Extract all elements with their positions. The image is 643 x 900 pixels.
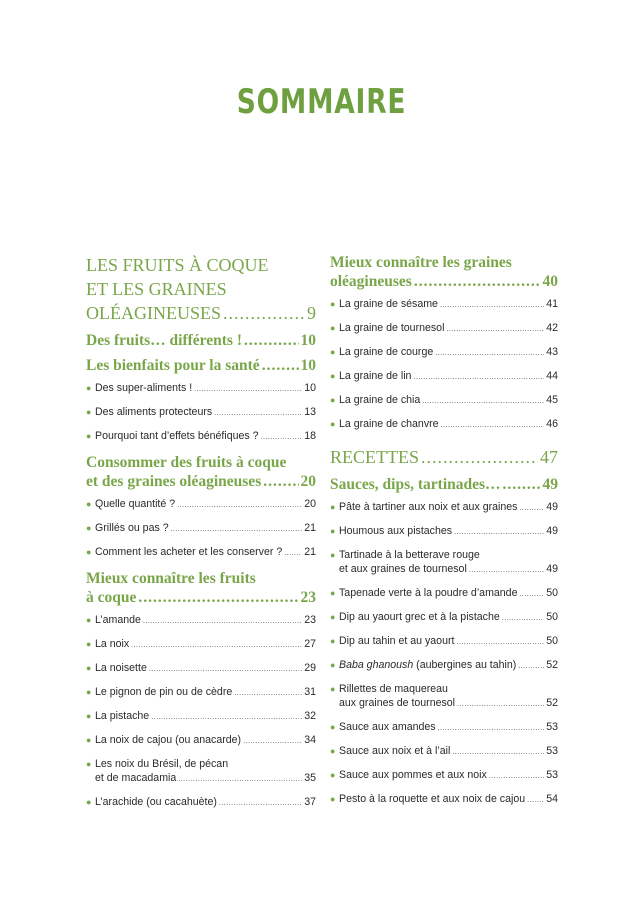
toc-item[interactable] bbox=[330, 524, 558, 540]
toc-item-label: La noix bbox=[95, 638, 130, 650]
toc-item-label: Pesto à la roquette et aux noix de cajou bbox=[339, 793, 526, 805]
leader-dots bbox=[194, 381, 302, 397]
toc-item-label: Sauce aux amandes bbox=[339, 721, 436, 733]
bullet-icon: ● bbox=[86, 797, 92, 807]
toc-item-label: Des super-aliments ! bbox=[95, 382, 193, 394]
leader-dots bbox=[177, 497, 302, 513]
bullet-icon: ● bbox=[330, 722, 336, 732]
bullet-icon: ● bbox=[330, 299, 336, 309]
toc-item[interactable] bbox=[330, 586, 558, 602]
leader-dots bbox=[421, 445, 538, 469]
toc-item[interactable] bbox=[330, 417, 558, 433]
page-number: 42 bbox=[546, 322, 558, 334]
page-number: 13 bbox=[304, 406, 316, 418]
bullet-icon: ● bbox=[330, 371, 336, 381]
bullet-icon: ● bbox=[330, 323, 336, 333]
toc-item-label: La graine de sésame bbox=[339, 298, 438, 310]
bullet-icon: ● bbox=[86, 735, 92, 745]
toc-item-label: et aux graines de tournesol bbox=[339, 563, 467, 575]
toc-section-health[interactable] bbox=[86, 356, 316, 375]
toc-part-fruits[interactable] bbox=[86, 253, 316, 325]
toc-item-label: La graine de lin bbox=[339, 370, 412, 382]
toc-item-label: La pistache bbox=[95, 710, 150, 722]
toc-item[interactable] bbox=[330, 768, 558, 784]
leader-dots bbox=[456, 634, 544, 650]
toc-item[interactable] bbox=[86, 661, 316, 677]
toc-item[interactable] bbox=[330, 658, 558, 674]
toc-part-recipes[interactable] bbox=[330, 445, 558, 469]
toc-item[interactable] bbox=[86, 381, 316, 397]
page-number: 23 bbox=[304, 614, 316, 626]
leader-dots bbox=[234, 685, 302, 701]
toc-item-label: La noix de cajou (ou anacarde) bbox=[95, 734, 242, 746]
toc-section-label: Des fruits… différents ! bbox=[86, 332, 242, 349]
leader-dots bbox=[214, 405, 302, 421]
toc-item[interactable] bbox=[330, 548, 558, 578]
leader-dots bbox=[519, 586, 544, 602]
leader-dots bbox=[441, 417, 545, 433]
toc-item[interactable] bbox=[330, 297, 558, 313]
leader-dots bbox=[149, 661, 302, 677]
leader-dots bbox=[469, 562, 544, 578]
toc-item[interactable] bbox=[86, 637, 316, 653]
toc-item-label: La noisette bbox=[95, 662, 147, 674]
bullet-icon: ● bbox=[330, 395, 336, 405]
bullet-icon: ● bbox=[330, 636, 336, 646]
page-number: 49 bbox=[546, 563, 558, 575]
leader-dots bbox=[284, 545, 302, 561]
toc-item-label: Tartinade à la betterave rouge bbox=[339, 549, 480, 561]
page-number: 21 bbox=[304, 546, 316, 558]
leader-dots bbox=[263, 472, 298, 491]
page-number: 10 bbox=[304, 382, 316, 394]
page-number: 53 bbox=[546, 745, 558, 757]
bullet-icon: ● bbox=[86, 431, 92, 441]
toc-item[interactable] bbox=[86, 545, 316, 561]
leader-dots bbox=[452, 744, 544, 760]
page-number: 52 bbox=[546, 697, 558, 709]
bullet-icon: ● bbox=[86, 711, 92, 721]
toc-item[interactable] bbox=[86, 405, 316, 421]
page-number: 32 bbox=[304, 710, 316, 722]
toc-section-know-seeds[interactable] bbox=[330, 253, 558, 291]
page-number: 44 bbox=[546, 370, 558, 382]
page-number: 10 bbox=[300, 357, 316, 374]
toc-item-label: L’amande bbox=[95, 614, 141, 626]
toc-section-sauces[interactable] bbox=[330, 475, 558, 494]
bullet-icon: ● bbox=[330, 660, 336, 670]
page-number: 45 bbox=[546, 394, 558, 406]
page-number: 52 bbox=[546, 659, 558, 671]
toc-item[interactable] bbox=[86, 709, 316, 725]
leader-dots bbox=[422, 393, 544, 409]
page-title: SOMMAIRE bbox=[236, 82, 407, 122]
leader-dots bbox=[489, 768, 544, 784]
toc-item-label: La graine de chia bbox=[339, 394, 421, 406]
bullet-icon: ● bbox=[330, 526, 336, 536]
toc-item-label: aux graines de tournesol bbox=[339, 697, 456, 709]
bullet-icon: ● bbox=[330, 770, 336, 780]
toc-section-consume[interactable] bbox=[86, 453, 316, 491]
toc-item-label: et de macadamia bbox=[95, 772, 177, 784]
bullet-icon: ● bbox=[330, 347, 336, 357]
leader-dots bbox=[261, 429, 303, 445]
leader-dots bbox=[440, 297, 544, 313]
leader-dots bbox=[414, 272, 541, 291]
toc-item-label: L’arachide (ou cacahuète) bbox=[95, 796, 217, 808]
page-number: 37 bbox=[304, 796, 316, 808]
bullet-icon: ● bbox=[330, 746, 336, 756]
bullet-icon: ● bbox=[330, 419, 336, 429]
toc-item-label: Pâte à tartiner aux noix et aux graines bbox=[339, 501, 518, 513]
toc-item[interactable] bbox=[330, 500, 558, 516]
leader-dots bbox=[454, 524, 544, 540]
toc-section-know-fruits[interactable] bbox=[86, 569, 316, 607]
leader-dots bbox=[131, 637, 302, 653]
page-number: 10 bbox=[300, 332, 316, 349]
page-number: 41 bbox=[546, 298, 558, 310]
toc-item[interactable] bbox=[330, 345, 558, 361]
bullet-icon: ● bbox=[86, 383, 92, 393]
toc-left-column bbox=[86, 253, 316, 819]
toc-item-label: Le pignon de pin ou de cèdre bbox=[95, 686, 233, 698]
toc-item[interactable] bbox=[330, 682, 558, 712]
leader-dots bbox=[413, 369, 544, 385]
bullet-icon: ● bbox=[86, 523, 92, 533]
page-number: 43 bbox=[546, 346, 558, 358]
toc-section-line: Consommer des fruits à coque bbox=[86, 454, 287, 471]
toc-right-column bbox=[330, 253, 558, 816]
toc-item[interactable] bbox=[86, 497, 316, 513]
bullet-icon: ● bbox=[330, 502, 336, 512]
page-number: 9 bbox=[307, 303, 316, 323]
page-number: 49 bbox=[546, 501, 558, 513]
bullet-icon: ● bbox=[330, 588, 336, 598]
leader-dots bbox=[244, 331, 299, 350]
leader-dots bbox=[502, 610, 544, 626]
leader-dots bbox=[457, 696, 544, 712]
toc-item[interactable] bbox=[330, 321, 558, 337]
toc-item[interactable] bbox=[86, 429, 316, 445]
toc-section-line: à coque bbox=[86, 589, 137, 606]
toc-item-label: Comment les acheter et les conserver ? bbox=[95, 546, 283, 558]
page-number: 53 bbox=[546, 769, 558, 781]
toc-item[interactable] bbox=[86, 795, 316, 811]
bullet-icon: ● bbox=[86, 547, 92, 557]
toc-item-label: Des aliments protecteurs bbox=[95, 406, 213, 418]
toc-section-line: oléagineuses bbox=[330, 273, 412, 290]
toc-item-label-italic: Baba ghanoush bbox=[339, 659, 414, 671]
leader-dots bbox=[223, 301, 305, 325]
toc-section-label: Les bienfaits pour la santé bbox=[86, 357, 260, 374]
toc-section-line: et des graines oléagineuses bbox=[86, 473, 262, 490]
toc-item-label: Quelle quantité ? bbox=[95, 498, 176, 510]
bullet-icon: ● bbox=[330, 550, 336, 560]
page-number: 50 bbox=[546, 587, 558, 599]
toc-section-line: Mieux connaître les fruits bbox=[86, 570, 256, 587]
bullet-icon: ● bbox=[86, 663, 92, 673]
page-number: 50 bbox=[546, 635, 558, 647]
toc-item[interactable] bbox=[86, 685, 316, 701]
leader-dots bbox=[138, 588, 298, 607]
page-number: 47 bbox=[540, 447, 558, 467]
page-number: 35 bbox=[304, 772, 316, 784]
bullet-icon: ● bbox=[330, 612, 336, 622]
page-number: 50 bbox=[546, 611, 558, 623]
page-number: 18 bbox=[304, 430, 316, 442]
toc-section-line: Mieux connaître les graines bbox=[330, 254, 512, 271]
page-number: 27 bbox=[304, 638, 316, 650]
page-number: 46 bbox=[546, 418, 558, 430]
leader-dots bbox=[219, 795, 302, 811]
toc-part-line: RECETTES bbox=[330, 447, 419, 467]
toc-item[interactable] bbox=[330, 744, 558, 760]
toc-part-line: LES FRUITS À COQUE bbox=[86, 255, 269, 275]
toc-section-different[interactable] bbox=[86, 331, 316, 350]
page-number: 53 bbox=[546, 721, 558, 733]
toc-item-label: Sauce aux noix et à l’ail bbox=[339, 745, 451, 757]
bullet-icon: ● bbox=[86, 759, 92, 769]
leader-dots bbox=[178, 771, 302, 787]
page-number: 54 bbox=[546, 793, 558, 805]
toc-item-label: La graine de chanvre bbox=[339, 418, 439, 430]
toc-item[interactable] bbox=[330, 792, 558, 808]
page-number: 34 bbox=[304, 734, 316, 746]
toc-item[interactable] bbox=[330, 634, 558, 650]
toc-item[interactable] bbox=[330, 393, 558, 409]
toc-item-label: Grillés ou pas ? bbox=[95, 522, 169, 534]
page-number: 31 bbox=[304, 686, 316, 698]
toc-item[interactable] bbox=[330, 610, 558, 626]
bullet-icon: ● bbox=[330, 684, 336, 694]
bullet-icon: ● bbox=[86, 407, 92, 417]
toc-item[interactable] bbox=[330, 369, 558, 385]
toc-item-label: Sauce aux pommes et aux noix bbox=[339, 769, 487, 781]
toc-item[interactable] bbox=[86, 521, 316, 537]
bullet-icon: ● bbox=[86, 499, 92, 509]
toc-section-label: Sauces, dips, tartinades… bbox=[330, 476, 501, 493]
leader-dots bbox=[438, 720, 545, 736]
toc-item-label: Tapenade verte à la poudre d’amande bbox=[339, 587, 518, 599]
bullet-icon: ● bbox=[86, 615, 92, 625]
page-number: 21 bbox=[304, 522, 316, 534]
toc-item-label: Dip au tahin et au yaourt bbox=[339, 635, 455, 647]
leader-dots bbox=[527, 792, 544, 808]
toc-item-label: Rillettes de maquereau bbox=[339, 683, 448, 695]
page-number: 49 bbox=[546, 525, 558, 537]
leader-dots bbox=[143, 613, 302, 629]
leader-dots bbox=[171, 521, 303, 537]
page-number: 23 bbox=[300, 589, 316, 606]
page-number: 40 bbox=[542, 273, 558, 290]
leader-dots bbox=[151, 709, 302, 725]
toc-item-label: Les noix du Brésil, de pécan bbox=[95, 758, 229, 770]
page-number: 49 bbox=[542, 476, 558, 493]
toc-item-label: Houmous aux pistaches bbox=[339, 525, 453, 537]
leader-dots bbox=[518, 658, 544, 674]
leader-dots bbox=[243, 733, 302, 749]
bullet-icon: ● bbox=[330, 794, 336, 804]
toc-part-line: OLÉAGINEUSES bbox=[86, 303, 221, 323]
toc-item-label: Dip au yaourt grec et à la pistache bbox=[339, 611, 500, 623]
toc-item-label: La graine de tournesol bbox=[339, 322, 445, 334]
toc-part-line: ET LES GRAINES bbox=[86, 279, 227, 299]
toc-item[interactable] bbox=[330, 720, 558, 736]
leader-dots bbox=[519, 500, 544, 516]
page-number: 20 bbox=[304, 498, 316, 510]
toc-item-label: (aubergines au tahin) bbox=[413, 659, 517, 671]
leader-dots bbox=[435, 345, 544, 361]
page-number: 29 bbox=[304, 662, 316, 674]
bullet-icon: ● bbox=[86, 687, 92, 697]
page-number: 20 bbox=[300, 473, 316, 490]
toc-item-label: La graine de courge bbox=[339, 346, 434, 358]
leader-dots bbox=[503, 475, 541, 494]
toc-item[interactable] bbox=[86, 613, 316, 629]
toc-item-label: Pourquoi tant d’effets bénéfiques ? bbox=[95, 430, 259, 442]
bullet-icon: ● bbox=[86, 639, 92, 649]
toc-item[interactable] bbox=[86, 757, 316, 787]
leader-dots bbox=[262, 356, 299, 375]
leader-dots bbox=[446, 321, 544, 337]
toc-item[interactable] bbox=[86, 733, 316, 749]
